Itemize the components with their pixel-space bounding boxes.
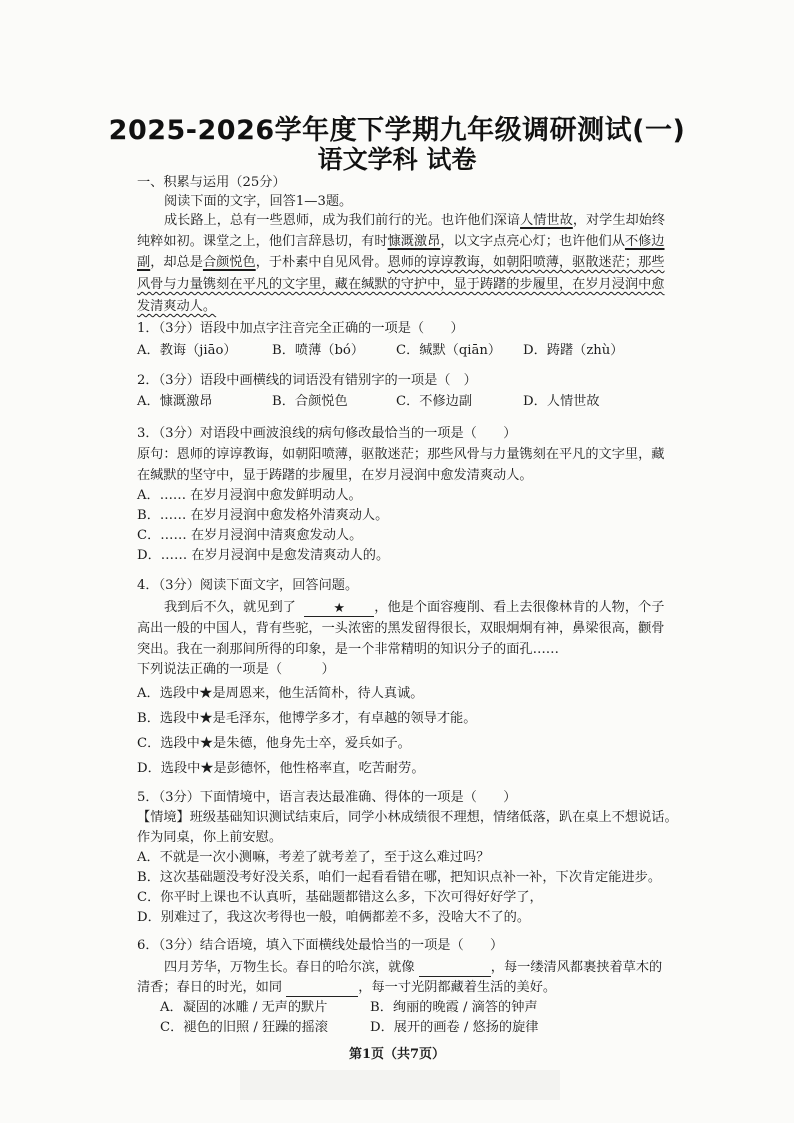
underlined-term: 人情世故 [520,213,573,228]
q2-option-a[interactable]: A．慷溉激昂 [137,394,213,409]
q4-option-a[interactable]: A．选段中★是周恩来，他生活简朴，待人真诚。 [137,686,424,701]
q1-stem: 1．（3分）语段中加点字注音完全正确的一项是（ ） [137,321,464,336]
q4-passage-line-3: 突出。我在一刹那间所得的印象，是一个非常精明的知识分子的面孔…… [137,642,559,657]
q3-original-line-1: 原句：恩师的谆谆教诲，如朝阳喷薄，驱散迷茫；那些风骨与力量镌刻在平凡的文字里，藏 [137,447,665,462]
q6-passage-line-2: 清香；春日的时光，如同 ，每一寸光阴都藏着生活的美好。 [137,980,557,995]
q4-passage-line-1: 我到后不久，就见到了 ★ ，他是个面容瘦削、看上去很像林肯的人物，个子 [164,600,665,616]
star-blank: ★ [304,600,374,617]
q6-blank-2 [286,980,358,997]
section-heading: 一、积累与运用（25分） [137,175,286,190]
scan-smudge [240,1070,560,1100]
passage-line-4 [137,276,665,294]
q5-option-b[interactable]: B．这次基础题没考好没关系，咱们一起看看错在哪，把知识点补一补，下次肯定能进步。 [137,870,661,885]
passage-line-5 [137,298,216,316]
q3-option-c[interactable]: C．…… 在岁月浸润中清爽愈发动人。 [137,528,363,543]
wavy-sentence: 恩师的谆谆教诲，如朝阳喷薄，驱散迷茫；那些 [387,255,665,270]
underlined-term: 慷溉激昂 [387,234,441,249]
section-instruction: 阅读下面的文字，回答1—3题。 [164,194,353,209]
exam-subtitle: 语文学科 试卷 [317,145,477,174]
q3-option-a[interactable]: A．…… 在岁月浸润中愈发鲜明动人。 [137,488,362,503]
q5-option-d[interactable]: D．别难过了，我这次考得也一般，咱俩都差不多，没啥大不了的。 [137,910,531,925]
q5-option-a[interactable]: A．不就是一次小测嘛，考差了就考差了，至于这么难过吗？ [137,850,490,865]
q2-option-b[interactable]: B．合颜悦色 [272,394,348,409]
q1-option-d[interactable]: D．踌躇（zhù） [523,343,624,358]
q6-option-d[interactable]: D．展开的画卷 / 悠扬的旋律 [370,1020,539,1035]
q2-option-d[interactable]: D．人情世故 [523,394,600,409]
q1-option-c[interactable]: C．缄默（qiān） [396,343,502,358]
q6-stem: 6．（3分）结合语境，填入下面横线处最恰当的一项是（ ） [137,938,504,953]
q4-option-d[interactable]: D．选段中★是彭德怀，他性格率直，吃苦耐劳。 [137,761,425,776]
passage-line-3: 副，却总是合颜悦色，于朴素中自见风骨。恩师的谆谆教诲，如朝阳喷薄，驱散迷茫；那些 [137,255,665,270]
q4-question: 下列说法正确的一项是（ ） [137,662,335,677]
page-footer: 第1页（共7页） [348,1047,446,1062]
q1-option-a[interactable]: A．教诲（jiāo） [137,343,237,358]
q6-option-a[interactable]: A．凝固的冰雕 / 无声的默片 [160,1000,328,1015]
q5-context-line-2: 作为同桌，你上前安慰。 [137,830,283,845]
q4-option-c[interactable]: C．选段中★是朱德，他身先士卒，爱兵如子。 [137,736,411,751]
q5-context-line-1: 【情境】班级基础知识测试结束后，同学小林成绩很不理想，情绪低落，趴在桌上不想说话。 [137,810,678,825]
q5-option-c[interactable]: C．你平时上课也不认真听，基础题都错这么多，下次可得好好学了， [137,890,543,905]
underlined-term: 不修边 [624,234,665,249]
q3-option-d[interactable]: D．…… 在岁月浸润中是愈发清爽动人的。 [137,548,390,563]
q4-stem: 4．（3分）阅读下面文字，回答问题。 [137,578,359,593]
q2-option-c[interactable]: C．不修边副 [396,394,473,409]
q4-passage-line-2: 高出一般的中国人，背有些驼，一头浓密的黑发留得很长，双眼炯炯有神，鼻梁很高，颧骨 [137,621,665,636]
q3-option-b[interactable]: B．…… 在岁月浸润中愈发格外清爽动人。 [137,508,389,523]
underlined-term: 合颜悦色 [202,255,256,270]
q1-option-b[interactable]: B．喷薄（bó） [272,343,365,358]
q4-option-b[interactable]: B．选段中★是毛泽东，他博学多才，有卓越的领导才能。 [137,711,477,726]
q3-stem: 3．（3分）对语段中画波浪线的病句修改最恰当的一项是（ ） [137,426,517,441]
q6-option-c[interactable]: C．褪色的旧照 / 狂躁的摇滚 [160,1020,328,1035]
exam-title: 2025-2026学年度下学期九年级调研测试(一) [108,115,686,146]
passage-line-1: 成长路上，总有一些恩师，成为我们前行的光。也许他们深谙人情世故，对学生却始终 [164,213,666,228]
q6-blank-1 [419,960,491,977]
q2-stem: 2．（3分）语段中画横线的词语没有错别字的一项是（ ） [137,373,477,388]
q6-option-b[interactable]: B．绚丽的晚霞 / 滴答的钟声 [370,1000,538,1015]
underlined-term: 副 [137,255,151,270]
q6-passage-line-1: 四月芳华，万物生长。春日的哈尔滨，就像 ，每一缕清风都裹挟着草木的 [164,960,663,975]
wavy-sentence: 发清爽动人。 [137,299,217,314]
q3-original-line-2: 在缄默的坚守中，显于踌躇的步履里，在岁月浸润中愈发清爽动人。 [137,468,533,483]
q5-stem: 5．（3分）下面情境中，语言表达最准确、得体的一项是（ ） [137,790,517,805]
passage-line-2: 纯粹如初。课堂之上，他们言辞恳切，有时慷溉激昂，以文字点亮心灯；也许他们从不修边 [137,234,665,249]
wavy-sentence: 风骨与力量镌刻在平凡的文字里，藏在缄默的守护中，显于踌躇的步履里，在岁月浸润中愈 [137,277,665,292]
